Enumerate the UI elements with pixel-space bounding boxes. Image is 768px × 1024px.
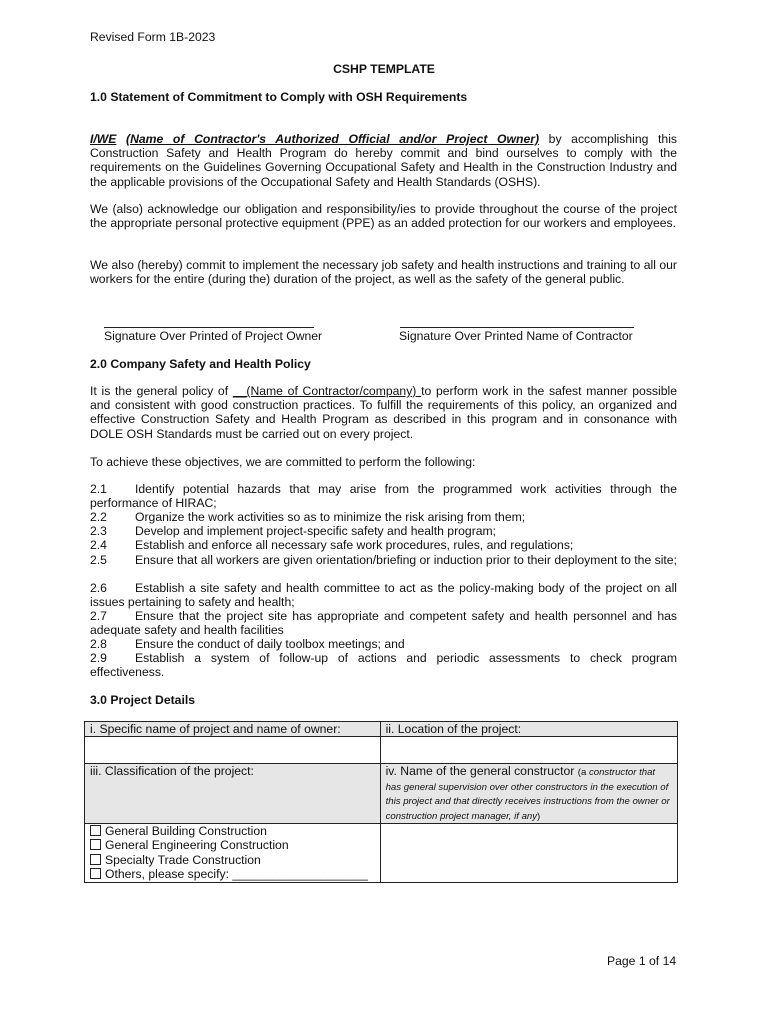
policy-lead: It is the general policy of (90, 384, 233, 398)
list-item: 2.5 Ensure that all workers are given orientation/briefing or induction prior to their deployment to the site; (90, 553, 677, 567)
contractor-signature-label: Signature Over Printed Name of Contractor (399, 329, 633, 343)
contractor-signature-line (400, 327, 634, 328)
authorized-official-placeholder: (Name of Contractor's Authorized Official and/or Project Owner) (126, 132, 540, 146)
project-location-field[interactable] (380, 737, 677, 764)
list-item: 2.3 Develop and implement project-specific safety and health program; (90, 524, 497, 538)
project-details-table (84, 721, 678, 883)
checkbox[interactable] (90, 825, 101, 836)
general-constructor-header: iv. Name of the general constructor (a constructor that has general supervision over other constructors in the execution of this project and that directly receives instructions from the owner or construction project manager, if any) (380, 764, 677, 823)
project-location-header: ii. Location of the project: (380, 722, 677, 737)
policy-paragraph (90, 384, 677, 441)
checkbox-option[interactable]: General Engineering Construction (90, 838, 375, 853)
section-2-heading: 2.0 Company Safety and Health Policy (90, 357, 311, 371)
policy-text: to perform work in the safest manner possible and consistent with good construction practices. To fulfill the requirements of this policy, an organized and effective Construction Safety and Health Program as described in this program and in consonance with DOLE OSH Standards must be carried out on every project. (90, 384, 677, 441)
section-1-heading: 1.0 Statement of Commitment to Comply with OSH Requirements (90, 90, 468, 104)
owner-signature-label: Signature Over Printed of Project Owner (104, 329, 323, 343)
owner-signature-line (104, 327, 314, 328)
form-reference: Revised Form 1B-2023 (90, 30, 216, 44)
list-item: 2.4 Establish and enforce all necessary safe work procedures, rules, and regulations; (90, 538, 574, 552)
checkbox-option[interactable]: Others, please specify: ____________________ (90, 867, 375, 882)
checkbox-option[interactable]: Specialty Trade Construction (90, 853, 375, 868)
project-name-header: i. Specific name of project and name of owner: (85, 722, 381, 737)
checkbox-option[interactable]: General Building Construction (90, 824, 375, 839)
list-item: 2.8 Ensure the conduct of daily toolbox meetings; and (90, 637, 405, 651)
list-item: 2.6 Establish a site safety and health committee to act as the policy-making body of the project on all issues pertaining to safety and health; (90, 581, 677, 610)
general-constructor-note: constructor that has general supervision over other constructors in the execution of this project and that directly receives instructions from the owner or construction project manager, if any (385, 767, 670, 822)
checkbox[interactable] (90, 868, 101, 879)
training-paragraph: We also (hereby) commit to implement the necessary job safety and health instructions and training to all our workers for the entire (during the) duration of the project, as well as the safety of the general public. (90, 258, 677, 287)
page-number: Page 1 of 14 (607, 954, 677, 968)
iwe-label: I/WE (90, 132, 117, 146)
list-item: 2.1 Identify potential hazards that may arise from the programmed work activities through the performance of HIRAC; (90, 482, 677, 511)
project-name-field[interactable] (85, 737, 381, 764)
list-item: 2.9 Establish a system of follow-up of actions and periodic assessments to check program effectiveness. (90, 651, 677, 680)
ppe-paragraph: We (also) acknowledge our obligation and responsibility/ies to provide throughout the course of the project the appropriate personal protective equipment (PPE) as an added protection for our workers and employees. (90, 202, 677, 231)
commitment-text: by accomplishing this Construction Safety and Health Program do hereby commit and bind ourselves to comply with the requirements on the Guidelines Governing Occupational Safety and Health in the Construction Industry and the applicable provisions of the Occupational Safety and Health Standards (OSHS). (90, 132, 677, 189)
classification-header: iii. Classification of the project: (85, 764, 381, 823)
contractor-name-placeholder: __(Name of Contractor/company) (232, 384, 422, 398)
objectives-intro: To achieve these objectives, we are committed to perform the following: (90, 455, 476, 469)
checkbox[interactable] (90, 839, 101, 850)
general-constructor-field[interactable] (380, 823, 677, 882)
general-constructor-label: iv. Name of the general constructor (385, 764, 578, 779)
commitment-paragraph (90, 132, 677, 189)
checkbox[interactable] (90, 854, 101, 865)
section-3-heading: 3.0 Project Details (90, 693, 195, 707)
document-title: CSHP TEMPLATE (333, 62, 435, 76)
list-item: 2.7 Ensure that the project site has appropriate and competent safety and health personnel and has adequate safety and health facilities (90, 609, 677, 638)
classification-options (85, 823, 381, 882)
list-item: 2.2 Organize the work activities so as to minimize the risk arising from them; (90, 510, 526, 524)
